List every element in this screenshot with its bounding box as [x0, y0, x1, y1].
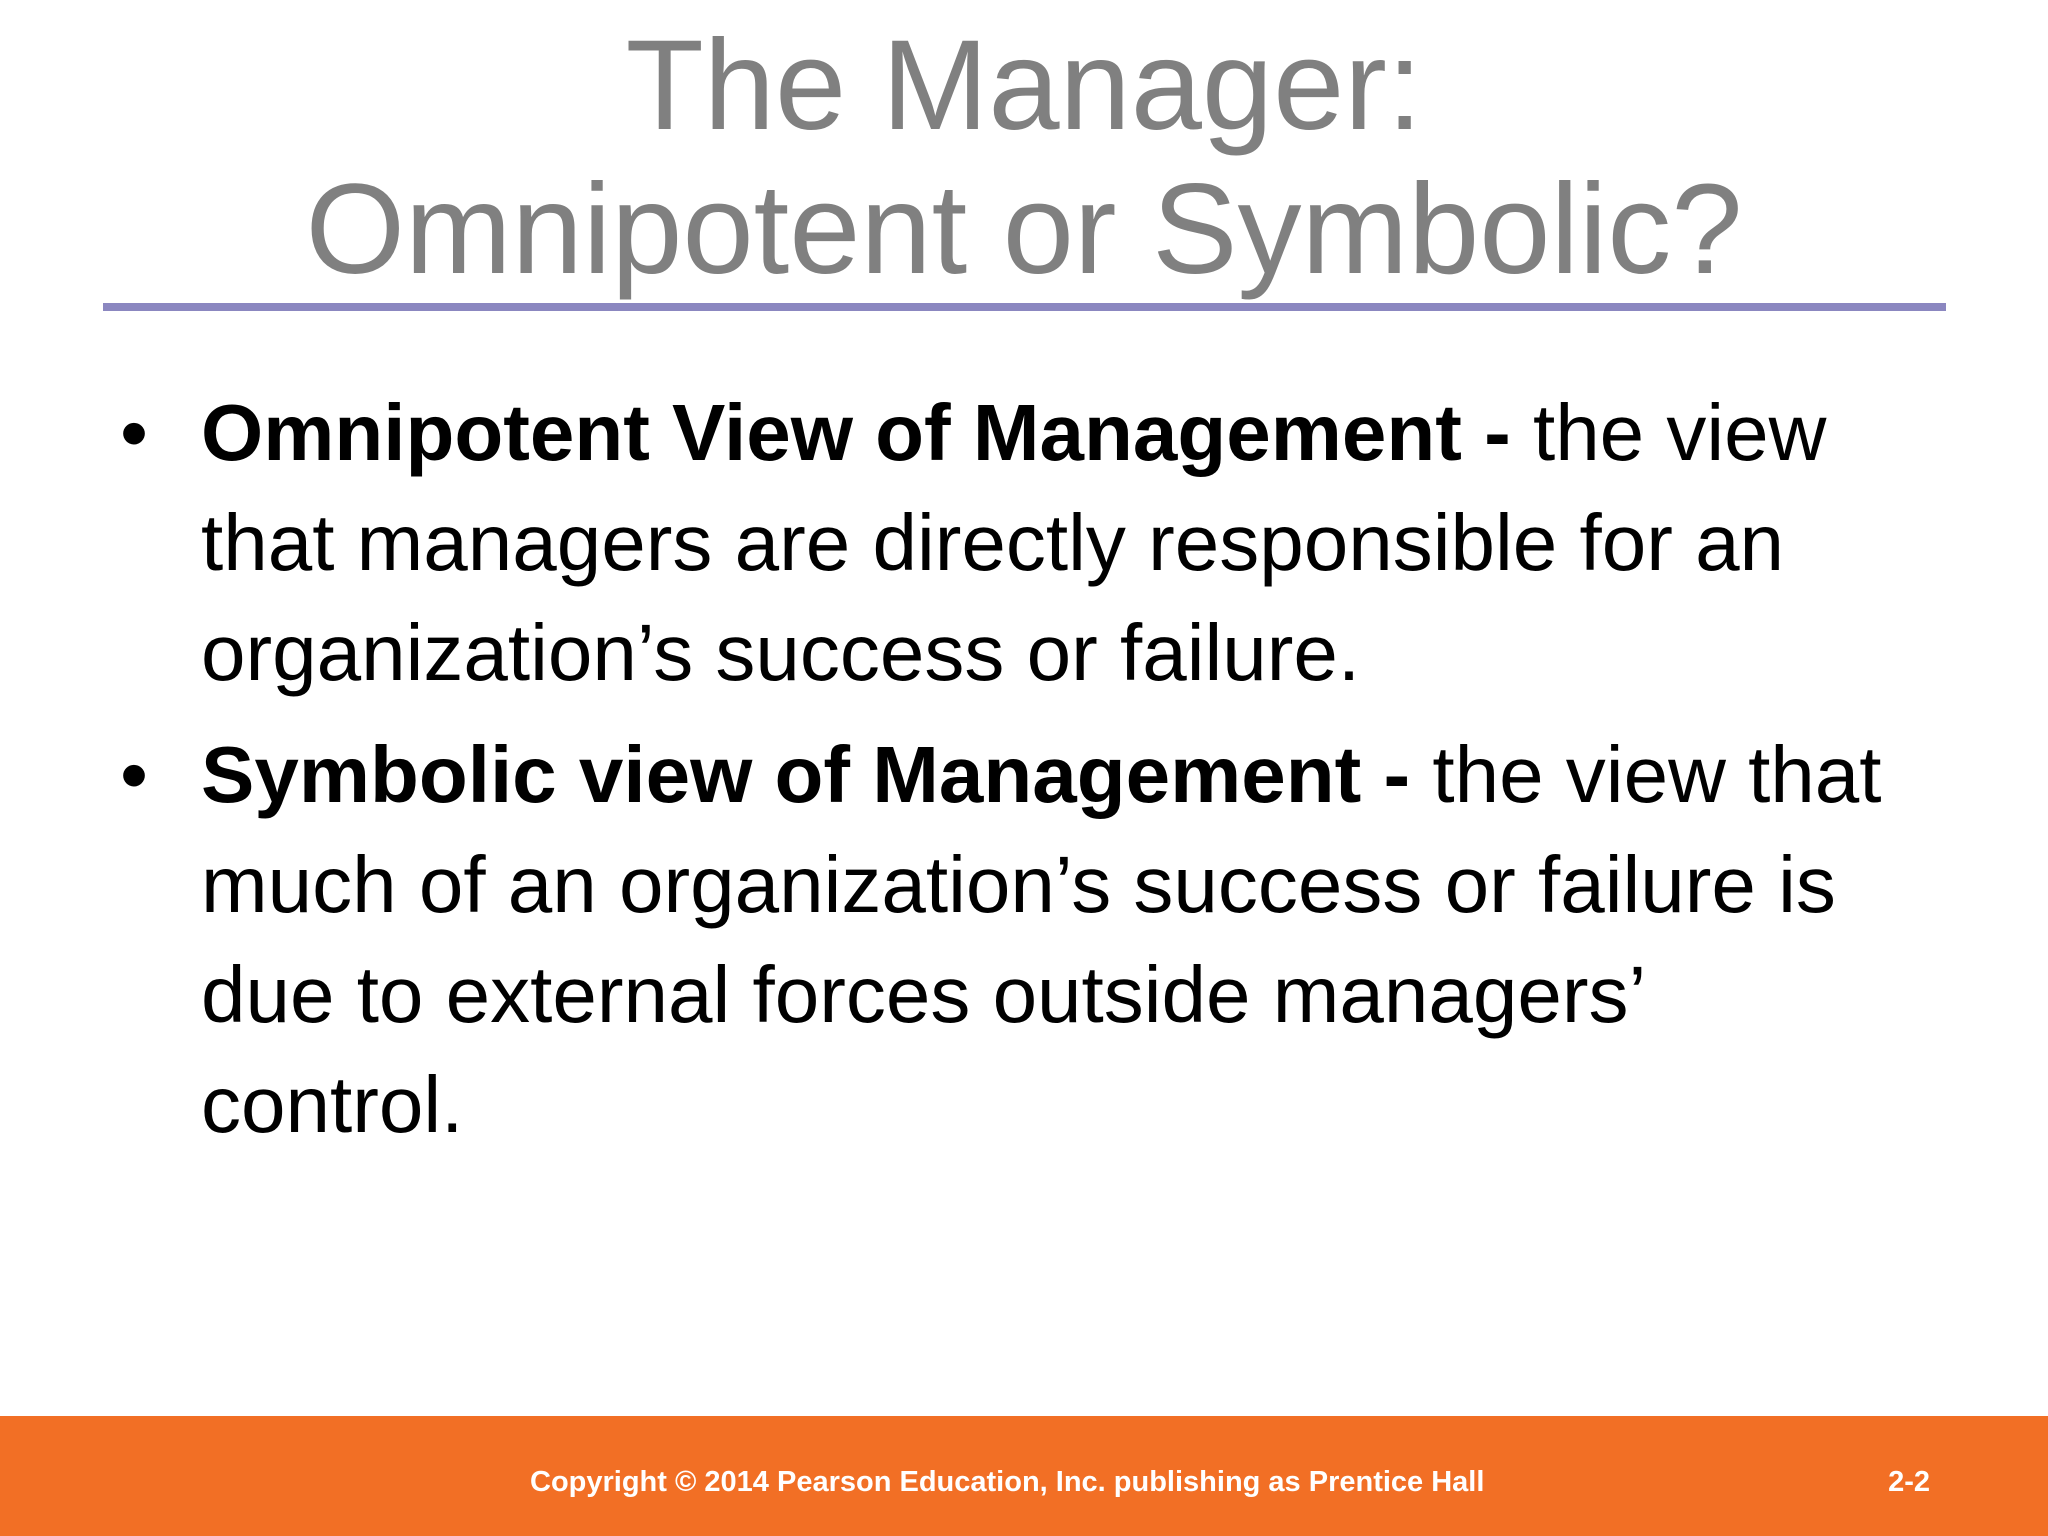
bullet-term: Symbolic view of Management -	[201, 730, 1411, 819]
bullet-item-symbolic	[120, 720, 1920, 1160]
bullet-item-omnipotent	[120, 378, 1920, 708]
slide-title	[104, 14, 1944, 302]
bullet-definition: the view that much of an organization’s success or failure is due to external forces outside managers’ control.	[201, 730, 1882, 1149]
bullet-definition: the view that managers are directly responsible for an organization’s success or failure.	[201, 388, 1827, 697]
title-divider	[103, 303, 1946, 311]
title-line-2: Omnipotent or Symbolic?	[305, 158, 1743, 301]
bullet-list	[120, 378, 1920, 1172]
copyright-notice: Copyright © 2014 Pearson Education, Inc. publishing as Prentice Hall	[530, 1466, 1485, 1498]
bullet-icon: •	[120, 730, 149, 819]
bullet-icon: •	[120, 388, 149, 477]
title-line-1: The Manager:	[625, 14, 1423, 157]
bullet-term: Omnipotent View of Management -	[201, 388, 1511, 477]
slide-number: 2-2	[1888, 1466, 1930, 1498]
